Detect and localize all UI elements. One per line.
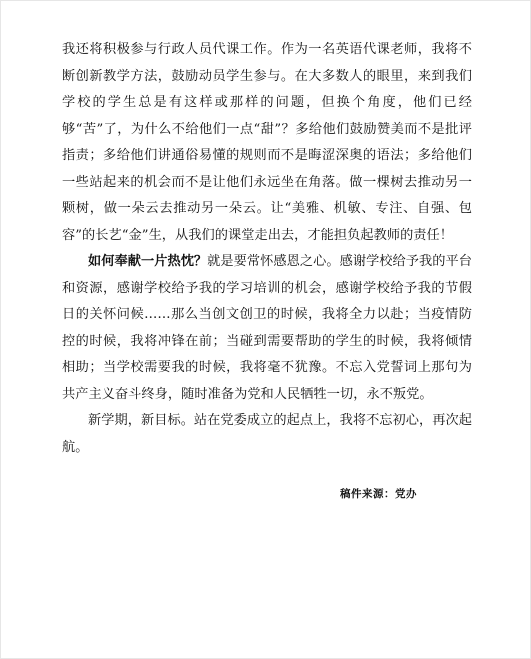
paragraph-1: [62, 37, 472, 249]
manuscript-source: 稿件来源：党办: [340, 488, 417, 500]
paragraph-1-text: 我还将积极参与行政人员代课工作。作为一名英语代课老师，我将不断创新教学方法，鼓励动员学生参与。在大多数人的眼里，来到我们学校的学生总是有这样或那样的问题，但换个角度，他们已经够“苦”了，为什么不给他们一点“甜”？多给他们鼓励赞美而不是批评指责；多给他们讲通俗易懂的规则而不是晦涩深奥的语法；多给他们一些站起来的机会而不是让他们永远坐在角落。做一棵树去推动另一颗树，做一朵云去推动另一朵云。让“美雅、机敏、专注、自强、包容”的长艺“金”生，从我们的课堂走出去，才能担负起教师的责任！: [62, 42, 472, 243]
paragraph-3: [62, 408, 472, 461]
paragraph-2-lead: 如何奉献一片热忱？: [88, 254, 208, 269]
document-body: [62, 37, 472, 461]
paragraph-2: [62, 249, 472, 408]
paragraph-2-text: 就是要常怀感恩之心。感谢学校给予我的平台和资源，感谢学校给予我的学习培训的机会，感谢学校给予我的节假日的关怀问候……那么当创文创卫的时候，我将全力以赴；当疫情防控的时候，我将冲锋在前；当碰到需要帮助的学生的时候，我将倾情相助；当学校需要我的时候，我将毫不犹豫。不忘入党誓词上那句为共产主义奋斗终身，随时准备为党和人民牺牲一切，永不叛党。: [62, 254, 472, 402]
paragraph-3-text: 新学期，新目标。站在党委成立的起点上，我将不忘初心，再次起航。: [62, 413, 472, 455]
